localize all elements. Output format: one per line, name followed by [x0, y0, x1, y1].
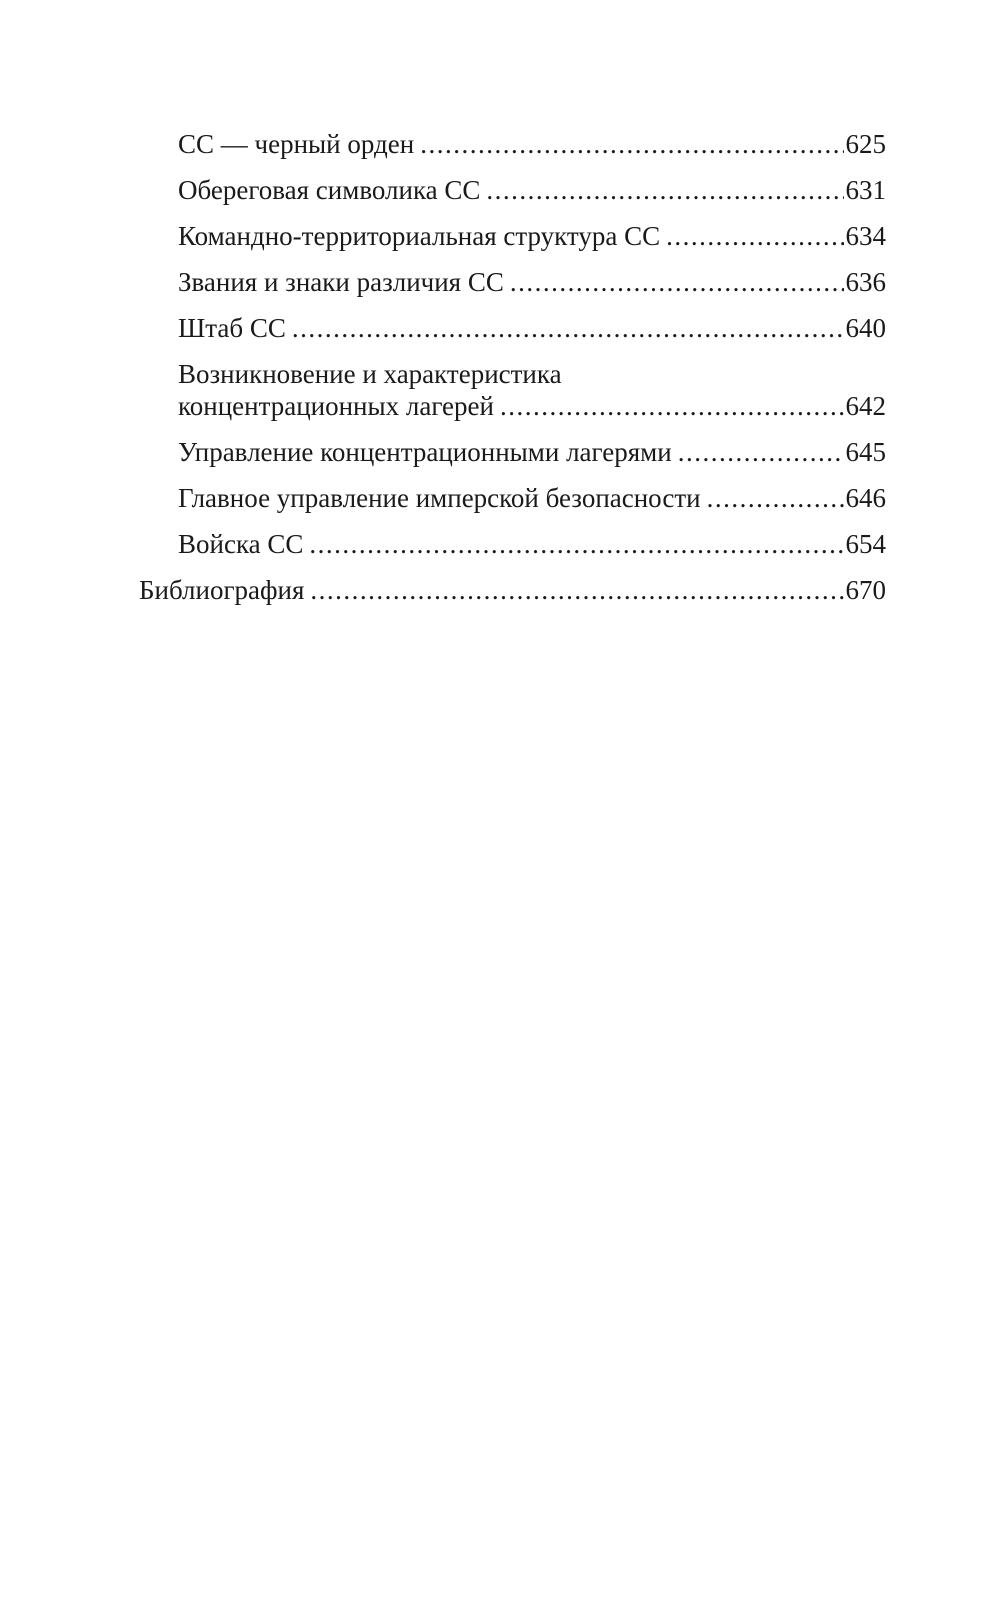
dot-leader — [292, 312, 844, 344]
toc-entry-title: Управление концентрационными лагерями — [178, 437, 672, 467]
toc-entry-title: СС — черный орден — [178, 129, 415, 159]
toc-entry[interactable] — [0, 220, 886, 252]
table-of-contents — [0, 128, 1000, 620]
toc-entry-page: 636 — [845, 267, 886, 297]
toc-entry-title-line1: Возникновение и характеристика — [178, 359, 562, 389]
toc-entry[interactable] — [0, 574, 886, 606]
toc-entry[interactable] — [0, 128, 886, 160]
toc-entry-page: 645 — [845, 437, 886, 467]
toc-entry[interactable] — [0, 358, 886, 422]
toc-entry[interactable] — [0, 528, 886, 560]
toc-entry-page: 670 — [845, 575, 886, 605]
toc-entry[interactable] — [0, 266, 886, 298]
toc-entry-title: Штаб СС — [178, 313, 286, 343]
toc-entry-page: 646 — [845, 483, 886, 513]
dot-leader — [707, 482, 844, 514]
dot-leader — [310, 574, 843, 606]
toc-entry-title: Звания и знаки различия СС — [178, 267, 504, 297]
toc-entry[interactable] — [0, 174, 886, 206]
dot-leader — [420, 128, 843, 160]
dot-leader — [510, 266, 844, 298]
toc-entry-page: 640 — [845, 313, 886, 343]
toc-entry[interactable] — [0, 436, 886, 468]
toc-entry-title: концентрационных лагерей — [178, 391, 494, 421]
dot-leader — [500, 390, 844, 422]
dot-leader — [666, 220, 843, 252]
toc-entry-page: 631 — [845, 175, 886, 205]
dot-leader — [678, 436, 844, 468]
toc-entry-page: 654 — [845, 529, 886, 559]
toc-entry-title: Войска СС — [178, 529, 304, 559]
toc-entry-page: 642 — [845, 391, 886, 421]
toc-entry[interactable] — [0, 312, 886, 344]
toc-entry-title: Командно-территориальная структура СС — [178, 221, 661, 251]
toc-entry[interactable] — [0, 482, 886, 514]
toc-entry-page: 625 — [845, 129, 886, 159]
toc-entry-title: Обереговая символика СС — [178, 175, 481, 205]
dot-leader — [309, 528, 843, 560]
toc-entry-page: 634 — [845, 221, 886, 251]
toc-entry-title: Главное управление имперской безопасности — [178, 483, 701, 513]
toc-entry-title: Библиография — [139, 575, 305, 605]
dot-leader — [486, 174, 843, 206]
